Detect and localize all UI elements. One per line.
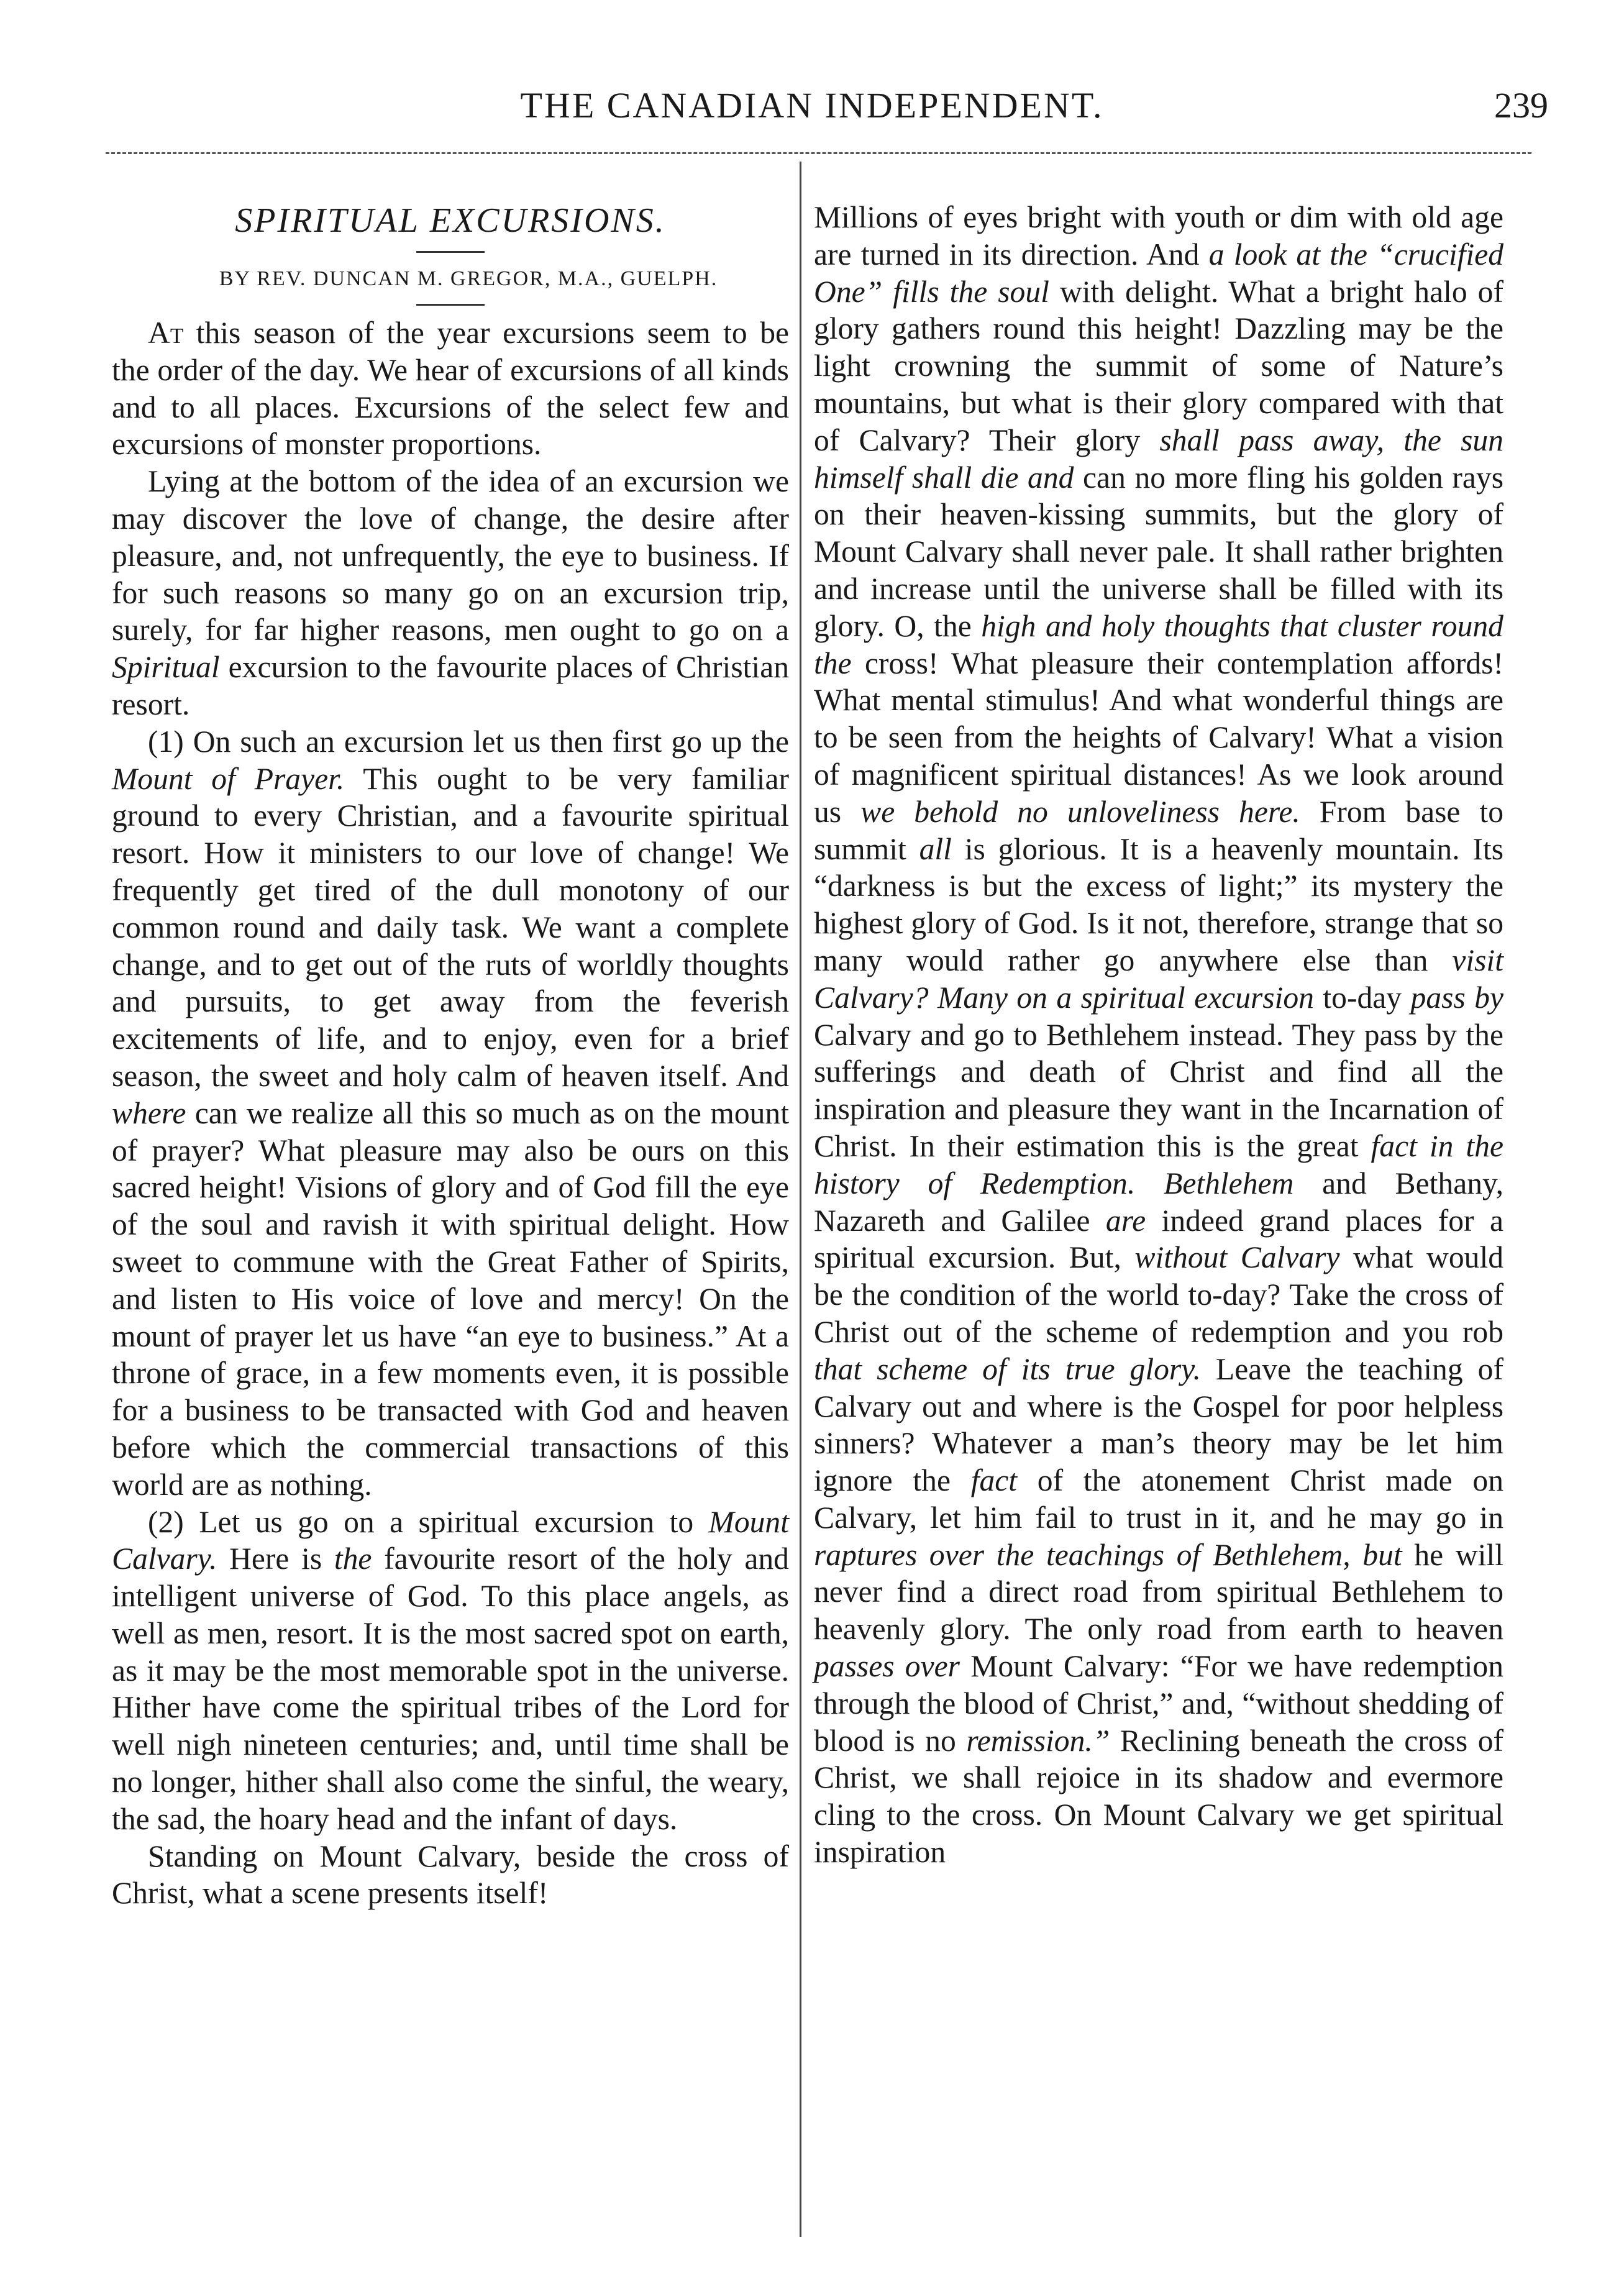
running-head — [0, 81, 1624, 130]
title-rule — [416, 251, 485, 253]
text: Reclining beneath the cross of Christ, we shall rejoice in its shadow and evermore cling to the cross. On Mount Calvary we get spiritual inspiration — [814, 1723, 1504, 1870]
text: Mount Calvary: “For we have redemption through the blood of Christ,” and, “without shedding of blood is no — [814, 1649, 1503, 1758]
text: excursion to the favourite places of Christian resort. — [112, 650, 790, 721]
text: with delight. What a bright halo of glory gathers round this height! Dazzling may be the light crowning the summit of some of Nature’s mountains, but what is their glory compared with that of Calvary? Their glory — [814, 274, 1503, 457]
text: favourite resort of the holy and intelligent universe of God. To this place angels, as well as men, resort. It is the most sacred spot on earth, as it may be the most memorable spot in the universe. Hither have come the spiritual tribes of the Lord for well nigh nineteen centuries; and, until time shall be no longer, hither shall also come the sinful, the weary, the sad, the hoary head and the infant of days. — [112, 1542, 789, 1836]
byline-rule — [416, 304, 485, 306]
right-column — [814, 199, 1503, 1871]
text: Calvary and go to Bethlehem instead. They pass by the sufferings and death of Christ and find all the inspiration and pleasure they want in the Incarnation of Christ. In their estimation this is the great — [814, 1017, 1503, 1163]
byline: BY REV. DUNCAN M. GREGOR, M.A., GUELPH. — [219, 267, 718, 290]
text: this season of the year excursions seem to be the order of the day. We hear of excursions of all kinds and to all places. Excursions of the select few and excursions of monster proportions. — [112, 316, 789, 462]
emphasis: visit Calvary? Many on a spiritual excursion — [814, 943, 1503, 1015]
emphasis: where — [112, 1095, 186, 1130]
paragraph-continued — [814, 199, 1503, 1871]
paragraph — [112, 314, 789, 463]
text: to-day — [1323, 980, 1402, 1015]
emphasis: raptures over the teachings of Bethlehem, but — [814, 1537, 1402, 1572]
text: (2) Let us go on a spiritual excursion to — [148, 1504, 694, 1539]
emphasis: fact — [970, 1463, 1018, 1498]
text: Millions of eyes bright with youth or dim with old age are turned in its direction. And — [814, 200, 1503, 272]
paragraph — [112, 1838, 789, 1912]
paragraph — [112, 463, 789, 723]
text: (1) On such an excursion let us then first go up the — [148, 724, 789, 759]
text: he will never find a direct road from spiritual Bethlehem to heavenly glory. The only road from earth to heaven — [814, 1537, 1503, 1647]
emphasis: all — [919, 831, 952, 866]
paragraph — [112, 723, 789, 1504]
text: of the atonement Christ made on Calvary, let him fail to trust in it, and he may go in — [814, 1463, 1503, 1535]
text: can no more fling his golden rays on their heaven-kissing summits, but the glory of Mount Calvary shall never pale. It shall rather brighten and increase until the universe shall be filled with its glory. O, the — [814, 460, 1504, 643]
emphasis: the — [334, 1542, 372, 1576]
text: cross! What pleasure their contemplation affords! What mental stimulus! And what wonderful things are to be seen from the heights of Calvary! What a vision of magnificent spiritual distances! As we look around us — [814, 646, 1503, 829]
emphasis: are — [1105, 1203, 1146, 1238]
emphasis: without Calvary — [1134, 1240, 1340, 1275]
text: indeed grand places for a spiritual excursion. But, — [814, 1203, 1503, 1275]
lead-word: At — [148, 316, 184, 350]
emphasis: Mount of Prayer. — [112, 761, 345, 796]
emphasis: Mount Calvary. — [112, 1504, 790, 1576]
emphasis: we behold no unloveliness here. — [860, 794, 1300, 829]
text: what would be the condition of the world to-day? Take the cross of Christ out of the scheme of redemption and you rob — [814, 1240, 1504, 1349]
text: Lying at the bottom of the idea of an excursion we may discover the love of change, the desire after pleasure, and, not unfrequently, the eye to business. If for such reasons so many go on an excursion trip, surely, for far higher reasons, men ought to go on a — [112, 464, 789, 647]
emphasis: Spiritual — [112, 650, 220, 685]
emphasis: high and holy thoughts that cluster round the — [814, 608, 1503, 680]
article-title: SPIRITUAL EXCURSIONS. — [235, 201, 666, 240]
text: Here is — [229, 1542, 322, 1576]
emphasis: shall pass away, the sun himself shall die and — [814, 423, 1503, 495]
emphasis: pass by — [1410, 980, 1503, 1015]
text: This ought to be very familiar ground to every Christian, and a favourite spiritual resort. How it ministers to our love of change! We frequently get tired of the dull monotony of our common round and daily task. We want a complete change, and to get out of the ruts of worldly thoughts and pursuits, to get away from the feverish excitements of life, and to enjoy, even for a brief season, the sweet and holy calm of heaven itself. And — [112, 761, 789, 1093]
text: and Bethany, Nazareth and Galilee — [814, 1166, 1503, 1238]
column-rule — [800, 162, 801, 2237]
emphasis: a look at the “crucified One” fills the soul — [814, 237, 1503, 309]
emphasis: fact in the history of Redemption. Bethlehem — [814, 1128, 1503, 1200]
emphasis: that scheme of its true glory. — [814, 1351, 1201, 1386]
text: From base to summit — [814, 794, 1503, 866]
paragraph — [112, 1504, 789, 1838]
header-rule — [106, 152, 1531, 154]
page-number: 239 — [1494, 85, 1548, 126]
journal-title: THE CANADIAN INDEPENDENT. — [520, 85, 1104, 126]
text: Standing on Mount Calvary, beside the cross of Christ, what a scene presents itself! — [112, 1839, 789, 1911]
emphasis: remission.” — [966, 1723, 1110, 1758]
left-column — [112, 199, 789, 1912]
text: is glorious. It is a heavenly mountain. Its “darkness is but the excess of light;” its mystery the highest glory of God. Is it not, therefore, strange that so many would rather go anywhere else than — [814, 831, 1504, 977]
text: can we realize all this so much as on the mount of prayer? What pleasure may also be ours on this sacred height! Visions of glory and of God fill the eye of the soul and ravish it with spiritual delight. How sweet to commune with the Great Father of Spirits, and listen to His voice of love and mercy! On the mount of prayer let us have “an eye to business.” At a throne of grace, in a few moments even, it is possible for a business to be transacted with God and heaven before which the commercial transactions of this world are as nothing. — [112, 1095, 789, 1502]
text: Leave the teaching of Calvary out and where is the Gospel for poor helpless sinners? Whatever a man’s theory may be let him ignore the — [814, 1351, 1503, 1498]
emphasis: passes over — [814, 1649, 960, 1684]
